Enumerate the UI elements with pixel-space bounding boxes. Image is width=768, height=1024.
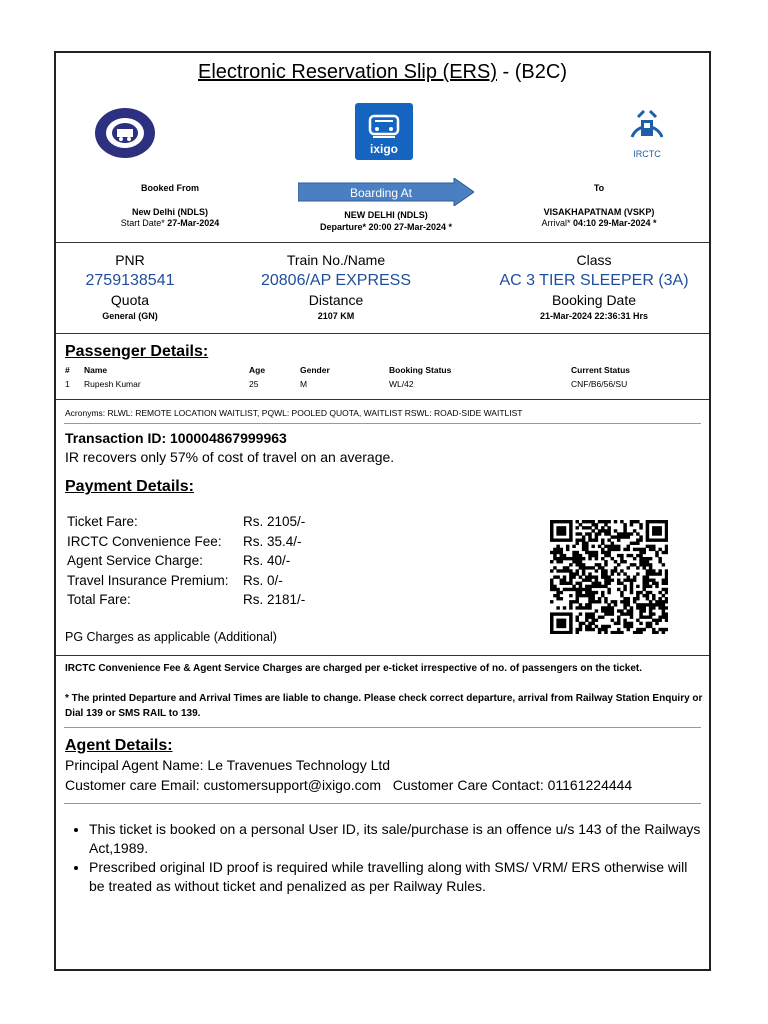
timing-note: * The printed Departure and Arrival Times are liable to change. Please check correct departure, arrival from Railway Station Enquiry or Dial 139 or SMS RAIL to 139.	[65, 693, 703, 719]
col-age: Age	[249, 365, 266, 375]
passenger-heading: Passenger Details:	[65, 343, 209, 360]
booking-date-label: Booking Date	[551, 292, 637, 308]
list-item: • This ticket is booked on a personal User ID, its sale/purchase is an offence u/s 143 of the Railways Act,1989.	[89, 820, 705, 858]
principal-agent: Principal Agent Name: Le Travenues Technology Ltd	[65, 757, 391, 773]
customer-care-line	[65, 777, 632, 793]
col-name: Name	[84, 365, 108, 375]
class-label: Class	[576, 252, 612, 268]
terms-list	[65, 820, 705, 896]
fee-note: IRCTC Convenience Fee & Agent Service Charges are charged per e-ticket irrespective of no. of passengers on the ticket.	[65, 663, 643, 674]
divider	[56, 333, 709, 334]
distance-value: 2107 KM	[317, 311, 355, 321]
payment-row: Agent Service Charge: Rs. 40/-	[67, 553, 291, 568]
acronyms-text: Acronyms: RLWL: REMOTE LOCATION WAITLIST, PQWL: POOLED QUOTA, WAITLIST RSWL: ROAD-SIDE WAITLIST	[65, 408, 523, 418]
arrival-time: Arrival* 04:10 29-Mar-2024 *	[541, 218, 657, 228]
page-title: Electronic Reservation Slip (ERS) - (B2C)	[198, 61, 567, 83]
to-station: VISAKHAPATNAM (VSKP)	[543, 207, 655, 217]
class-value: AC 3 TIER SLEEPER (3A)	[499, 272, 689, 289]
col-booking-status: Booking Status	[389, 365, 452, 375]
departure-time: Departure* 20:00 27-Mar-2024 *	[319, 222, 453, 232]
payment-heading: Payment Details:	[65, 478, 194, 495]
train-value: 20806/AP EXPRESS	[260, 272, 412, 289]
from-station: New Delhi (NDLS)	[131, 207, 208, 217]
customer-care-contact: Customer Care Contact: 01161224444	[392, 777, 633, 793]
booking-date-value: 21-Mar-2024 22:36:31 Hrs	[539, 311, 649, 321]
pnr-value: 2759138541	[85, 272, 175, 289]
indian-railways-logo	[93, 107, 157, 159]
col-current-status: Current Status	[571, 365, 631, 375]
customer-care-email: Customer care Email: customersupport@ixigo.com	[65, 777, 382, 793]
divider	[56, 399, 709, 400]
divider	[64, 803, 701, 804]
transaction-id: Transaction ID: 100004867999963	[65, 430, 287, 446]
payment-row: Travel Insurance Premium: Rs. 0/-	[67, 572, 283, 588]
divider	[56, 655, 709, 656]
start-date: Start Date* 27-Mar-2024	[120, 218, 220, 228]
ers-ticket	[54, 51, 711, 971]
col-num: #	[65, 365, 70, 375]
pg-charges-text: PG Charges as applicable (Additional)	[65, 630, 277, 644]
table-row: 1 Rupesh Kumar 25 M WL/42 CNF/B6/56/SU	[65, 379, 628, 389]
train-label: Train No./Name	[286, 252, 386, 268]
divider	[56, 242, 709, 243]
distance-label: Distance	[308, 292, 364, 308]
payment-row: Ticket Fare: Rs. 2105/-	[67, 514, 306, 529]
cost-recovery-text: IR recovers only 57% of cost of travel on an average.	[65, 449, 395, 465]
list-item: • Prescribed original ID proof is required while travelling along with SMS/ VRM/ ERS otherwise will be treated as without ticket and penalized as per Railway Rules.	[89, 858, 705, 896]
quota-label: Quota	[110, 292, 150, 308]
booked-from-label: Booked From	[140, 183, 199, 193]
irctc-logo: IRCTC	[624, 107, 670, 159]
payment-table	[67, 514, 367, 612]
pnr-label: PNR	[115, 252, 145, 268]
divider	[64, 727, 701, 728]
boarding-station: NEW DELHI (NDLS)	[344, 210, 428, 220]
quota-value: General (GN)	[102, 311, 158, 321]
payment-row: Total Fare: Rs. 2181/-	[67, 592, 306, 607]
ixigo-logo: ixigo	[355, 103, 413, 160]
divider	[64, 423, 701, 424]
agent-heading: Agent Details:	[65, 737, 173, 754]
payment-row: IRCTC Convenience Fee: Rs. 35.4/-	[67, 533, 302, 549]
col-gender: Gender	[300, 365, 330, 375]
to-label: To	[593, 183, 605, 193]
qr-code-icon	[550, 520, 668, 634]
boarding-arrow: Boarding At	[298, 178, 474, 206]
